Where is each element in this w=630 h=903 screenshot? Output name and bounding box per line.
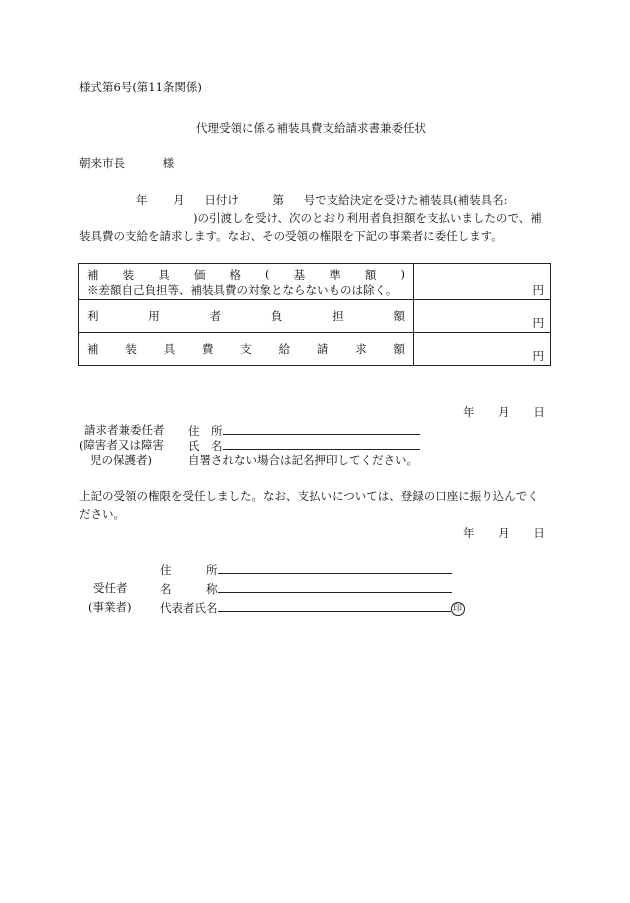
user-burden-label-cell [79,300,414,333]
applicant-role-1: 請求者兼委任者 [84,423,165,437]
label-char: 給 [278,342,291,356]
agent-representative-label: 代表者氏名 [160,601,218,615]
claim-amount-label [87,341,405,357]
applicant-name-row [188,438,420,453]
table-row-claim-amount [79,333,551,366]
addressee-name: 朝来市長 [79,156,125,170]
label-char: ( [265,267,270,281]
agent-address-field[interactable] [218,562,452,574]
label-char: 費 [201,342,214,356]
label-char: 額 [364,268,377,282]
table-row-user-burden [79,300,551,333]
applicant-role-2: (障害者又は障害 [79,438,164,452]
intro-line-1 [136,193,507,207]
acceptance-date-month: 月 [498,526,510,540]
applicant-name-field[interactable] [223,438,420,450]
label-char: 具 [158,268,170,282]
applicant-date-year: 年 [463,405,475,419]
acceptance-date-year: 年 [463,526,475,540]
applicant-address-field[interactable] [223,423,420,435]
intro-number-prefix: 第 [272,193,284,207]
device-price-note: ※差額自己負担等、補装具費の対象とならないものは除く。 [87,283,398,297]
label-char: 担 [332,309,344,323]
claim-amount-unit: 円 [532,349,544,363]
intro-line-3: 装具費の支給を請求します。なお、その受領の権限を下記の事業者に委任します。 [79,229,503,243]
agent-role-sub: (事業者) [88,600,132,614]
agent-name-field[interactable] [218,581,452,593]
intro-year: 年 [136,193,148,207]
applicant-date [463,405,545,419]
table-row-device-price [79,264,551,300]
applicant-date-month: 月 [498,405,510,419]
label-char: 補 [87,342,99,356]
user-burden-value[interactable] [414,300,551,333]
applicant-role-3: 児の保護者) [90,453,152,467]
device-price-unit: 円 [532,283,544,297]
label-char: 装 [125,342,137,356]
user-burden-label [87,308,405,324]
acceptance-line-2: ださい。 [79,507,125,521]
label-char: 利 [87,309,99,323]
agent-name-label: 名 称 [160,582,218,596]
label-char: 基 [293,268,306,282]
agent-address-label: 住 所 [160,563,218,577]
applicant-date-day: 日 [533,405,545,419]
label-char: ) [400,267,405,281]
label-char: 準 [329,268,341,282]
amount-table [78,263,551,366]
label-char: 用 [148,309,160,323]
user-burden-unit: 円 [532,316,544,330]
addressee [79,156,174,170]
applicant-name-label: 氏 名 [188,439,223,453]
acceptance-date-day: 日 [533,526,545,540]
device-price-value[interactable] [414,264,551,300]
agent-address-row [160,562,452,577]
applicant-address-row [188,423,420,438]
label-char: 具 [163,342,176,356]
acceptance-line-1: 上記の受領の権限を受任しました。なお、支払いについては、登録の口座に振り込んでく [79,489,539,503]
agent-role: 受任者 [93,581,128,595]
addressee-honorific: 様 [162,156,175,170]
label-char: 請 [316,342,329,356]
seal-icon: 印 [451,602,465,616]
agent-name-row [160,581,452,596]
document-title: 代理受領に係る補装具費支給請求書兼委任状 [196,121,426,135]
label-char: 補 [87,268,99,282]
label-char: 格 [229,268,241,282]
intro-number-suffix: 号で支給決定を受けた補装具(補装具名: [303,193,508,207]
label-char: 額 [393,309,405,323]
label-char: 価 [193,268,206,282]
label-char: 額 [393,342,405,356]
device-price-label-cell [79,264,414,300]
agent-representative-row [160,600,465,616]
label-char: 負 [270,309,283,323]
acceptance-date [463,526,545,540]
label-char: 者 [209,309,222,323]
applicant-signature-note: 自署されない場合は記名押印してください。 [188,453,418,467]
form-number: 様式第6号(第11条関係) [79,80,202,94]
agent-representative-field[interactable] [218,600,451,612]
intro-month: 月 [173,193,185,207]
claim-amount-value[interactable] [414,333,551,366]
device-price-label [87,267,405,283]
label-char: 支 [240,342,252,356]
label-char: 装 [122,268,135,282]
intro-line-2: )の引渡しを受け、次のとおり利用者負担額を支払いましたので、補 [193,211,542,225]
claim-amount-label-cell [79,333,414,366]
applicant-address-label: 住 所 [188,424,223,438]
intro-day-label: 日付け [204,193,239,207]
label-char: 求 [355,342,367,356]
